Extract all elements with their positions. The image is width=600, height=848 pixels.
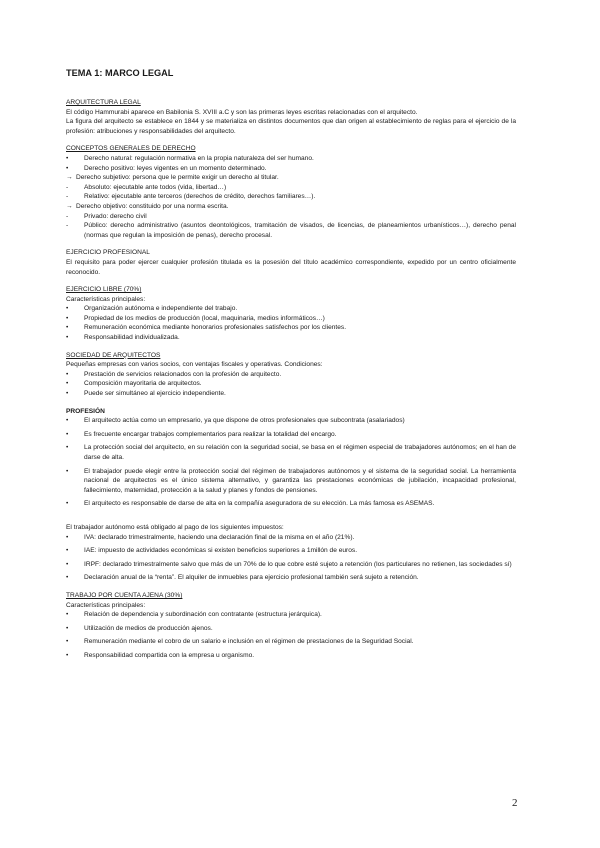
bullet-marker: • xyxy=(66,370,69,378)
bullet-marker: • xyxy=(66,380,69,388)
bullet-marker: • xyxy=(66,533,69,541)
dash-marker: - xyxy=(66,212,69,220)
paragraph: La figura del arquitecto se establece en 1844 y se materializa en distintos documentos que dan origen al establecimiento de reglas para el ejercicio de la profesión: atribuciones y responsabilidades del arquitecto. xyxy=(66,118,516,135)
bullet-marker: • xyxy=(66,314,69,322)
subheading: Pequeñas empresas con varios socios, con ventajas fiscales y operativas. Condiciones: xyxy=(66,361,323,369)
list-item: • Derecho positivo: leyes vigentes en un momento determinado. xyxy=(66,164,267,172)
document-body xyxy=(66,68,516,665)
paragraph: El requisito para poder ejercer cualquier profesión titulada es la posesión del título académico correspondiente, expedido por un centro oficialmente reconocido. xyxy=(66,258,516,276)
section-arquitectura-legal xyxy=(66,98,516,136)
list-item: • Es frecuente encargar trabajos complementarios para realizar la totalidad del encargo. xyxy=(66,430,337,438)
arrow-right-icon: → xyxy=(66,174,73,182)
list-item: • Remuneración mediante el cobro de un salario e inclusión en el régimen de prestaciones de la Seguridad Social. xyxy=(66,638,414,646)
list-item: • El trabajador puede elegir entre la protección social del régimen de trabajadores autónomos y el sistema de la seguridad social. La herramienta nacional de arquitectos es el único sistema alternativo, y garantiza las prestaciones económicas de jubilación, incapacidad profesional, fallecimiento, maternidad, protección a la salud y planes y fondos de pensiones. xyxy=(66,467,516,494)
list-item: • Utilización de medios de producción ajenos. xyxy=(66,624,213,632)
list-item: • El arquitecto actúa como un empresario, ya que dispone de otros profesionales que subcontrata (asalariados) xyxy=(66,417,405,425)
bullet-marker: • xyxy=(66,547,69,555)
section-ejercicio-libre xyxy=(66,285,516,343)
bullet-marker: • xyxy=(66,164,69,172)
bullet-marker: • xyxy=(66,611,69,619)
section-heading: TRABAJO POR CUENTA AJENA (30%) xyxy=(66,591,183,599)
list-item: • Responsabilidad individualizada. xyxy=(66,334,180,342)
bullet-marker: • xyxy=(66,651,69,659)
subheading: Características principales: xyxy=(66,295,146,303)
section-heading: EJERCICIO LIBRE (70%) xyxy=(66,286,142,294)
section-conceptos-generales xyxy=(66,144,516,240)
bullet-marker: • xyxy=(66,500,69,508)
section-intro: El trabajador autónomo está obligado al pago de los siguientes impuestos: xyxy=(66,523,284,531)
bullet-marker: • xyxy=(66,417,69,425)
section-heading: CONCEPTOS GENERALES DE DERECHO xyxy=(66,145,196,153)
bullet-list xyxy=(66,370,516,399)
section-heading: PROFESIÓN xyxy=(66,407,105,415)
bullet-marker: • xyxy=(66,624,69,632)
bullet-list xyxy=(66,416,516,509)
bullet-list xyxy=(66,610,516,660)
section-profesion xyxy=(66,407,516,509)
bullet-marker: • xyxy=(66,560,69,568)
bullet-marker: • xyxy=(66,574,69,582)
dash-marker: - xyxy=(66,222,69,230)
bullet-marker: • xyxy=(66,430,69,438)
section-heading: ARQUITECTURA LEGAL xyxy=(66,99,141,106)
section-impuestos xyxy=(66,523,516,583)
list-item: • Responsabilidad compartida con la empresa u organismo. xyxy=(66,651,255,659)
bullet-marker: • xyxy=(66,390,69,398)
section-heading: EJERCICIO PROFESIONAL xyxy=(66,249,150,257)
bullet-marker: • xyxy=(66,444,69,452)
bullet-marker: • xyxy=(66,324,69,332)
list-item: • Propiedad de los medios de producción (local, maquinaria, medios informáticos…) xyxy=(66,314,325,322)
list-item: • Declaración anual de la “renta”. El alquiler de inmuebles para ejercicio profesional también será sujeto a retención. xyxy=(66,574,419,582)
dash-item: - Relativo: ejecutable ante terceros (derechos de crédito, derechos familiares…). xyxy=(66,193,316,201)
arrow-item: → Derecho objetivo: constituido por una norma escrita. xyxy=(66,202,229,210)
arrow-item: → Derecho subjetivo: persona que le permite exigir un derecho al titular. xyxy=(66,174,279,182)
bullet-marker: • xyxy=(66,467,69,475)
list-item: • Relación de dependencia y subordinación con contratante (estructura jerárquica). xyxy=(66,611,322,619)
bullet-list xyxy=(66,304,516,342)
list-item: • La protección social del arquitecto, en su relación con la seguridad social, se basa en el régimen especial de trabajadores autónomos; en el han de darse de alta. xyxy=(66,444,516,461)
dash-marker: - xyxy=(66,193,69,201)
arrow-right-icon: → xyxy=(66,202,73,210)
list-item: • IVA: declarado trimestralmente, haciendo una declaración final de la misma en el año (21%). xyxy=(66,533,355,541)
dash-item: - Privado: derecho civil xyxy=(66,212,147,220)
list-item: • Composición mayoritaria de arquitectos. xyxy=(66,380,202,388)
list-item: • Puede ser simultáneo al ejercicio independiente. xyxy=(66,390,226,398)
list-item: • Organización autónoma e independiente del trabajo. xyxy=(66,305,238,313)
page-number: 2 xyxy=(512,797,518,809)
bullet-marker: • xyxy=(66,638,69,646)
section-ejercicio-profesional xyxy=(66,248,516,277)
list-item: • IRPF: declarado trimestralmente salvo que más de un 70% de lo que cobre esté sujeto a retención (los particulares no retienen, las sociedades sí) xyxy=(66,560,512,568)
list-item: • Remuneración económica mediante honorarios profesionales satisfechos por los clientes. xyxy=(66,324,347,332)
section-sociedad-arquitectos xyxy=(66,351,516,399)
section-trabajo-cuenta-ajena xyxy=(66,591,516,661)
bullet-marker: • xyxy=(66,305,69,313)
bullet-marker: • xyxy=(66,154,69,162)
bullet-marker: • xyxy=(66,334,69,342)
dash-marker: - xyxy=(66,183,69,191)
section-heading: SOCIEDAD DE ARQUITECTOS xyxy=(66,351,161,359)
list-item: • Derecho natural: regulación normativa en la propia naturaleza del ser humano. xyxy=(66,154,314,162)
page-title: TEMA 1: MARCO LEGAL xyxy=(66,68,174,78)
paragraph: El código Hammurabi aparece en Babilonia S. XVIII a.C y son las primeras leyes escritas relacionadas con el arquitecto. xyxy=(66,108,418,116)
bullet-list xyxy=(66,154,516,173)
list-item: • Prestación de servicios relacionados con la profesión de arquitecto. xyxy=(66,370,282,378)
list-item: • IAE: impuesto de actividades económicas si existen beneficios superiores a 1millón de euros. xyxy=(66,547,358,555)
bullet-list xyxy=(66,533,516,583)
dash-item: - Absoluto: ejecutable ante todos (vida, libertad…) xyxy=(66,183,227,191)
dash-item: - Público: derecho administrativo (asuntos deontológicos, tramitación de visados, de licencias, de planeamientos urbanísticos…), derecho penal (normas que regulan la imposición de penas), derecho procesal. xyxy=(66,222,516,239)
subheading: Características principales: xyxy=(66,601,146,609)
list-item: • El arquitecto es responsable de darse de alta en la compañía aseguradora de su elección. La más famosa es ASEMAS. xyxy=(66,500,435,508)
